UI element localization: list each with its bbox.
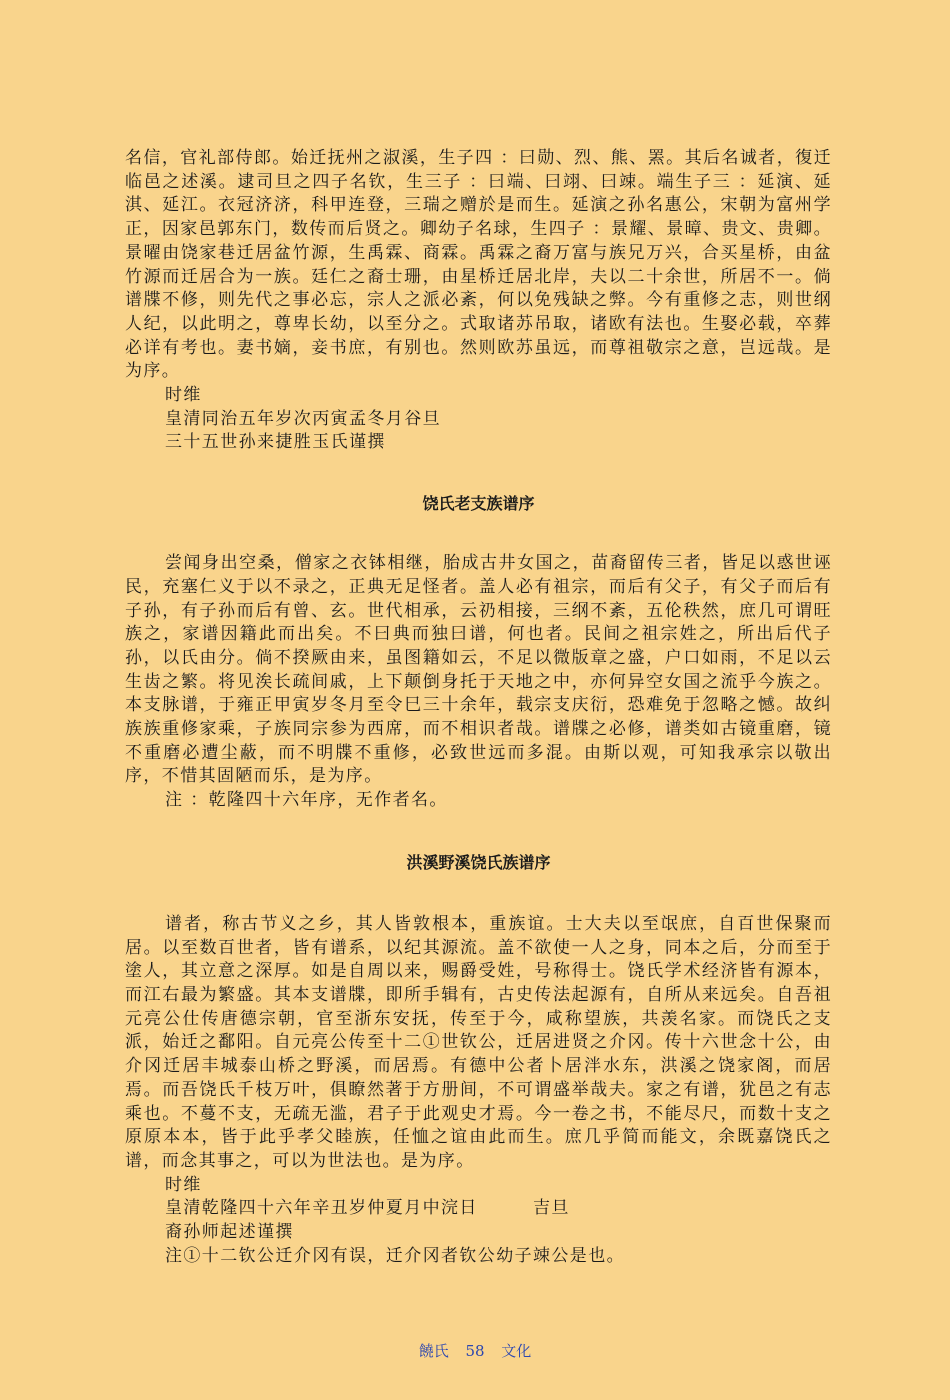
section-heading: 饶氏老支族谱序 — [422, 494, 535, 514]
author-line: 三十五世孙来捷胜玉氏谨撰 — [165, 432, 386, 453]
date-intro: 时维 — [165, 1174, 202, 1195]
document-body — [125, 147, 832, 1268]
author-line: 裔孙师起述谨撰 — [165, 1222, 294, 1243]
page-footer: 饒氏 58 文化 — [418, 1342, 532, 1360]
date-line: 皇清乾隆四十六年辛丑岁仲夏月中浣日 吉旦 — [165, 1198, 570, 1219]
date-line: 皇清同治五年岁次丙寅孟冬月谷旦 — [165, 408, 441, 429]
preface-paragraph: 谱者，称古节义之乡，其人皆敦根本，重族谊。士大夫以至氓庶，自百世保聚而居。以至数百世者，皆有谱系，以纪其源流。盖不欲使一人之身，同本之后，分而至于塗人，其立意之深厚。如是自周以来，赐爵受姓，号称得士。饶氏学术经济皆有源本，而江右最为繁盛。其本支谱牒，即所手辑有，古史传法起源有，自所从来远矣。自吾祖元亮公仕传唐德宗朝，官至浙东安抚，传至于今，咸称望族，共羡名家。而饶氏之支派，始迁之鄱阳。自元亮公传至十二①世钦公，迁居进贤之介冈。传十六世念十公，由介冈迁居丰城泰山桥之野溪，而居焉。有德中公者卜居泮水东，洪溪之饶家阁，而居焉。而吾饶氏千枝万叶，俱瞭然著于方册间，不可谓盛举哉夫。家之有谱，犹邑之有志乘也。不蔓不支，无疏无滥，君子于此观史才焉。今一卷之书，不能尽尺，而数十支之原原本本，皆于此乎孝父睦族，任恤之谊由此而生。庶几乎简而能文，余既嘉饶氏之谱，而念其事之，可以为世法也。是为序。 — [125, 913, 832, 1171]
date-intro: 时维 — [165, 385, 202, 406]
footnote-line: 注①十二钦公迁介冈有误，迁介冈者钦公幼子竦公是也。 — [165, 1245, 625, 1266]
section-heading: 洪溪野溪饶氏族谱序 — [406, 852, 551, 872]
note-line: 注 ：乾隆四十六年序，无作者名。 — [165, 790, 448, 811]
preface-continuation-paragraph: 名信，官礼部侍郎。始迁抚州之淑溪，生子四 ：曰勋、烈、熊、罴。其后名诚者，復迁临邑之述溪。逮司旦之四子名钦，生三子 ：曰端、曰翊、曰竦。端生子三 ：延演、延淇、延江。衣冠济济，科甲连登，三瑞之赠於是而生。延演之孙名惠公，宋朝为富州学正，因家邑郭东门，数传而后贤之。卿幼子名球，生四子 ：景耀、景暲、贵文、贵卿。景曜由饶家巷迁居盆竹源，生禹霖、商霖。禹霖之裔万富与族兄万兴，合买星桥，由盆竹源而迁居合为一族。廷仁之裔士珊，由星桥迁居北岸，夫以二十余世，所居不一。倘谱牒不修，则先代之事必忘，宗人之派必紊，何以免残缺之弊。今有重修之志，则世纲人纪，以此明之，尊卑长幼，以至分之。式取诸苏吊取，诸欧有法也。生娶必载，卒葬必详有考也。妻书嫡，妾书庶，有别也。然则欧苏虽远，而尊祖敬宗之意，岂远哉。是为序。 — [125, 148, 832, 382]
preface-paragraph: 尝闻身出空桑，僧家之衣钵相继，胎成古井女国之，苗裔留传三者，皆足以惑世诬民，充塞仁义于以不录之，正典无足怪者。盖人必有祖宗，而后有父子，有父子而后有子孙，有子孙而后有曾、玄。世代相承，云礽相接，三纲不紊，五伦秩然，庶几可谓旺族之，家谱因籍此而出矣。不曰典而独曰谱，何也者。民间之祖宗姓之，所出后代子孙，以氏由分。倘不揆厥由来，虽图籍如云，不足以微版章之盛，户口如雨，不足以云生齿之繁。将见涘长疏间戚，上下颠倒身托于天地之中，亦何异空女国之流乎今族之。本支脉谱，于雍正甲寅岁冬月至令巳三十余年，载宗支庆衍，恐难免于忽略之憾。故纠族族重修家乘，子族同宗参为西席，而不相识者哉。谱牒之必修，谱类如古镜重磨，镜不重磨必遭尘蔽，而不明牒不重修，必致世远而多混。由斯以观，可知我承宗以敬出序，不惜其固陋而乐，是为序。 — [125, 553, 832, 787]
